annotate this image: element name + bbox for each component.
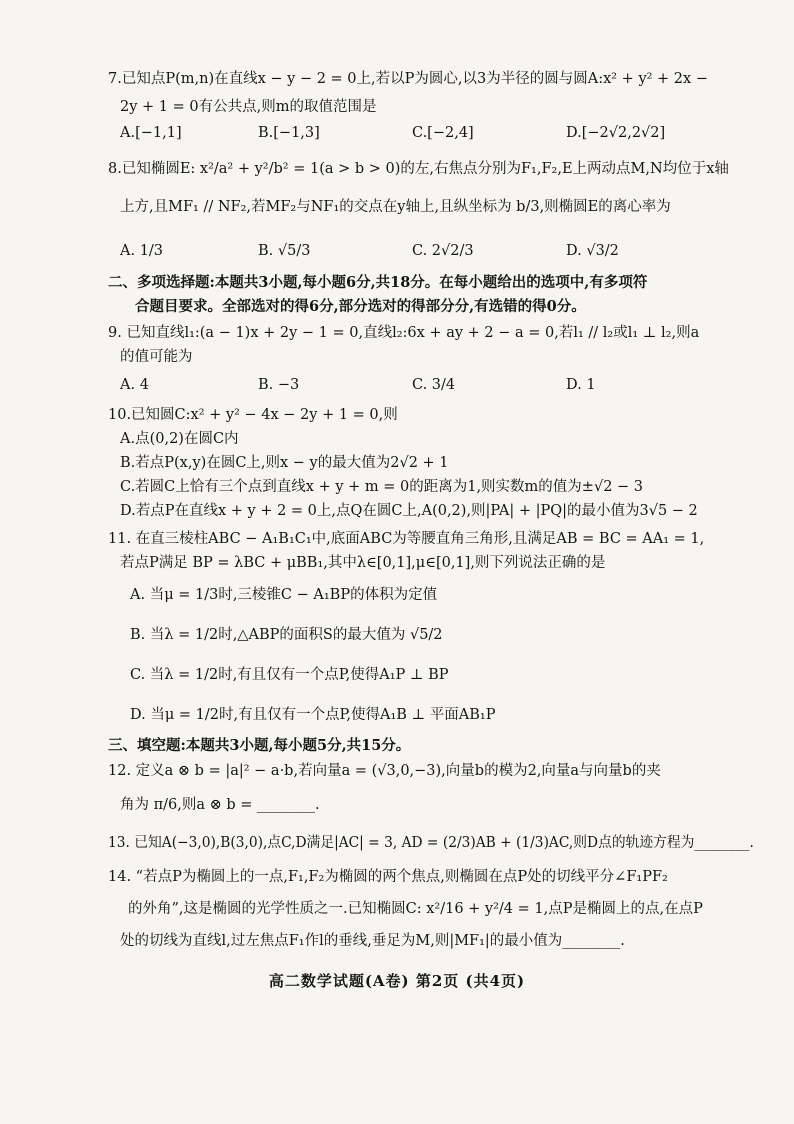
q7-option-b: B.[−1,3] bbox=[258, 125, 320, 141]
q8-option-c: C. 2√2/3 bbox=[412, 243, 474, 259]
q9-option-d: D. 1 bbox=[566, 377, 596, 393]
q10-option-c: C.若圆C上恰有三个点到直线x + y + m = 0的距离为1,则实数m的值为±√2 − 3 bbox=[120, 479, 644, 495]
q7-line-1: 7.已知点P(m,n)在直线x − y − 2 = 0上,若以P为圆心,以3为半径的圆与圆A:x² + y² + 2x − bbox=[108, 71, 708, 87]
q11-option-b: B. 当λ = 1/2时,△ABP的面积S的最大值为 √5/2 bbox=[130, 627, 443, 643]
q9-option-a: A. 4 bbox=[120, 377, 149, 393]
q11-line-1: 11. 在直三棱柱ABC − A₁B₁C₁中,底面ABC为等腰直角三角形,且满足AB = BC = AA₁ = 1, bbox=[108, 531, 705, 547]
q11-option-c: C. 当λ = 1/2时,有且仅有一个点P,使得A₁P ⊥ BP bbox=[130, 667, 449, 683]
q10-stem: 10.已知圆C:x² + y² − 4x − 2y + 1 = 0,则 bbox=[108, 407, 398, 423]
q8-line-1: 8.已知椭圆E: x²/a² + y²/b² = 1(a > b > 0)的左,右焦点分别为F₁,F₂,E上两动点M,N均位于x轴 bbox=[108, 161, 729, 177]
q10-option-a: A.点(0,2)在圆C内 bbox=[120, 431, 239, 447]
page-footer: 高二数学试题(A卷) 第2页 (共4页) bbox=[268, 972, 526, 990]
q14-line-1: 14. “若点P为椭圆上的一点,F₁,F₂为椭圆的两个焦点,则椭圆在点P处的切线平分∠F₁PF₂ bbox=[108, 869, 668, 885]
q11-option-d: D. 当μ = 1/2时,有且仅有一个点P,使得A₁B ⊥ 平面AB₁P bbox=[130, 707, 496, 723]
q8-option-b: B. √5/3 bbox=[258, 243, 311, 259]
q9-line-1: 9. 已知直线l₁:(a − 1)x + 2y − 1 = 0,直线l₂:6x + ay + 2 − a = 0,若l₁ // l₂或l₁ ⊥ l₂,则a bbox=[108, 325, 700, 341]
q11-option-a: A. 当μ = 1/3时,三棱锥C − A₁BP的体积为定值 bbox=[130, 587, 438, 603]
section-2-heading-line-2: 合题目要求。全部选对的得6分,部分选对的得部分分,有选错的得0分。 bbox=[135, 298, 586, 315]
q7-option-a: A.[−1,1] bbox=[120, 125, 182, 141]
q13-line-1: 13. 已知A(−3,0),B(3,0),点C,D满足|AC| = 3, AD = (2/3)AB + (1/3)AC,则D点的轨迹方程为________. bbox=[108, 835, 754, 851]
q10-option-b: B.若点P(x,y)在圆C上,则x − y的最大值为2√2 + 1 bbox=[120, 455, 449, 471]
q14-line-3: 处的切线为直线l,过左焦点F₁作l的垂线,垂足为M,则|MF₁|的最小值为________. bbox=[120, 933, 625, 949]
section-2-heading-line-1: 二、多项选择题:本题共3小题,每小题6分,共18分。在每小题给出的选项中,有多项符 bbox=[108, 274, 648, 291]
q14-line-2: 的外角”,这是椭圆的光学性质之一.已知椭圆C: x²/16 + y²/4 = 1,点P是椭圆上的点,在点P bbox=[128, 901, 703, 917]
q9-line-2: 的值可能为 bbox=[120, 349, 193, 365]
q11-line-2: 若点P满足 BP = λBC + μBB₁,其中λ∈[0,1],μ∈[0,1],则下列说法正确的是 bbox=[120, 555, 606, 571]
q7-option-d: D.[−2√2,2√2] bbox=[566, 125, 666, 141]
q12-line-2: 角为 π/6,则a ⊗ b = ________. bbox=[120, 797, 320, 813]
q8-line-2: 上方,且MF₁ // NF₂,若MF₂与NF₁的交点在y轴上,且纵坐标为 b/3,则椭圆E的离心率为 bbox=[120, 199, 671, 215]
q10-option-d: D.若点P在直线x + y + 2 = 0上,点Q在圆C上,A(0,2),则|PA| + |PQ|的最小值为3√5 − 2 bbox=[120, 503, 698, 519]
q12-line-1: 12. 定义a ⊗ b = |a|² − a·b,若向量a = (√3,0,−3),向量b的模为2,向量a与向量b的夹 bbox=[108, 763, 661, 779]
q7-option-c: C.[−2,4] bbox=[412, 125, 474, 141]
q7-line-2: 2y + 1 = 0有公共点,则m的取值范围是 bbox=[120, 99, 377, 115]
section-3-heading: 三、填空题:本题共3小题,每小题5分,共15分。 bbox=[108, 737, 411, 754]
q8-option-a: A. 1/3 bbox=[120, 243, 164, 259]
q8-option-d: D. √3/2 bbox=[566, 243, 619, 259]
q9-option-b: B. −3 bbox=[258, 377, 300, 393]
q9-option-c: C. 3/4 bbox=[412, 377, 456, 393]
